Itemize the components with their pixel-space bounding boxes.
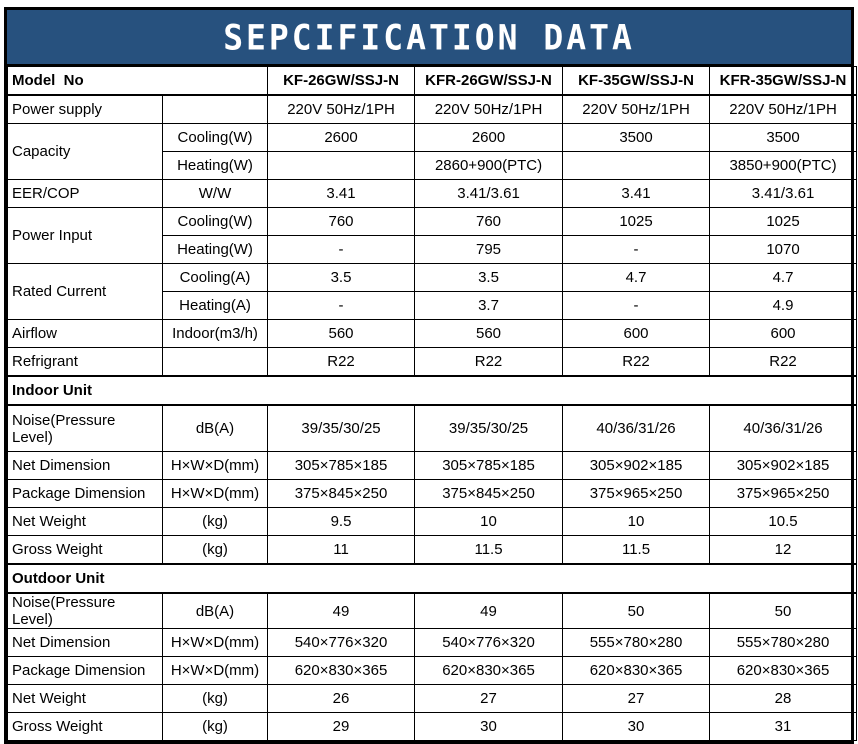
row-unit: (kg): [163, 508, 268, 536]
row-label: Gross Weight: [8, 536, 163, 565]
cell-value: 2600: [268, 124, 415, 152]
eer-cop-row: [8, 180, 857, 208]
row-unit: H×W×D(mm): [163, 657, 268, 685]
rated-current-cooling-row: [8, 264, 857, 292]
cell-value: 27: [415, 685, 563, 713]
cell-value: 50: [563, 593, 710, 629]
row-label: Net Weight: [8, 685, 163, 713]
refrigerant-row: [8, 348, 857, 377]
cell-value: 11.5: [563, 536, 710, 565]
row-label: Power supply: [8, 95, 163, 124]
cell-value: 3.5: [268, 264, 415, 292]
cell-value: 220V 50Hz/1PH: [710, 95, 857, 124]
indoor-net-dimension-row: [8, 452, 857, 480]
cell-value: 220V 50Hz/1PH: [563, 95, 710, 124]
cell-value: 2860+900(PTC): [415, 152, 563, 180]
outdoor-package-dimension-row: [8, 657, 857, 685]
indoor-package-dimension-row: [8, 480, 857, 508]
cell-value: 50: [710, 593, 857, 629]
cell-value: 375×965×250: [710, 480, 857, 508]
row-unit: Heating(W): [163, 236, 268, 264]
cell-value: 12: [710, 536, 857, 565]
model-name-2: KFR-26GW/SSJ-N: [415, 67, 563, 96]
spec-sheet: [4, 7, 854, 744]
cell-value: [268, 152, 415, 180]
row-label: Noise(Pressure Level): [8, 405, 163, 452]
indoor-net-weight-row: [8, 508, 857, 536]
row-label: EER/COP: [8, 180, 163, 208]
cell-value: -: [563, 236, 710, 264]
row-unit: (kg): [163, 713, 268, 741]
row-label: Package Dimension: [8, 480, 163, 508]
page-title: SEPCIFICATION DATA: [223, 16, 635, 58]
cell-value: 555×780×280: [710, 629, 857, 657]
cell-value: 3500: [563, 124, 710, 152]
row-unit: H×W×D(mm): [163, 452, 268, 480]
outdoor-unit-section-row: [8, 564, 857, 593]
cell-value: 4.7: [710, 264, 857, 292]
cell-value: 28: [710, 685, 857, 713]
outdoor-net-weight-row: [8, 685, 857, 713]
cell-value: 3.7: [415, 292, 563, 320]
cell-value: 4.7: [563, 264, 710, 292]
row-unit: (kg): [163, 685, 268, 713]
row-label: Refrigrant: [8, 348, 163, 377]
cell-value: 305×785×185: [415, 452, 563, 480]
row-label: Airflow: [8, 320, 163, 348]
cell-value: 220V 50Hz/1PH: [415, 95, 563, 124]
row-unit: W/W: [163, 180, 268, 208]
cell-value: 10: [415, 508, 563, 536]
cell-value: 1025: [563, 208, 710, 236]
row-unit: Indoor(m3/h): [163, 320, 268, 348]
row-unit: Cooling(W): [163, 208, 268, 236]
cell-value: 49: [268, 593, 415, 629]
cell-value: 3.5: [415, 264, 563, 292]
section-label: Outdoor Unit: [8, 564, 857, 593]
cell-value: 2600: [415, 124, 563, 152]
row-unit: dB(A): [163, 593, 268, 629]
cell-value: 40/36/31/26: [563, 405, 710, 452]
row-label: Net Weight: [8, 508, 163, 536]
cell-value: 620×830×365: [563, 657, 710, 685]
cell-value: 220V 50Hz/1PH: [268, 95, 415, 124]
cell-value: 3850+900(PTC): [710, 152, 857, 180]
model-no-label: Model No: [8, 67, 268, 96]
row-unit: H×W×D(mm): [163, 480, 268, 508]
row-unit: Heating(A): [163, 292, 268, 320]
cell-value: [563, 152, 710, 180]
row-label: Capacity: [8, 124, 163, 180]
cell-value: 10.5: [710, 508, 857, 536]
cell-value: 1025: [710, 208, 857, 236]
cell-value: R22: [415, 348, 563, 377]
cell-value: -: [268, 236, 415, 264]
row-label: Gross Weight: [8, 713, 163, 741]
cell-value: 49: [415, 593, 563, 629]
cell-value: 4.9: [710, 292, 857, 320]
model-name-3: KF-35GW/SSJ-N: [563, 67, 710, 96]
row-label: Power Input: [8, 208, 163, 264]
cell-value: 3500: [710, 124, 857, 152]
cell-value: 560: [415, 320, 563, 348]
cell-value: 540×776×320: [268, 629, 415, 657]
cell-value: 11: [268, 536, 415, 565]
outdoor-noise-row: [8, 593, 857, 629]
row-unit: Cooling(W): [163, 124, 268, 152]
cell-value: 375×965×250: [563, 480, 710, 508]
cell-value: 620×830×365: [415, 657, 563, 685]
cell-value: R22: [268, 348, 415, 377]
cell-value: 600: [710, 320, 857, 348]
row-unit: [163, 348, 268, 377]
cell-value: 29: [268, 713, 415, 741]
model-name-1: KF-26GW/SSJ-N: [268, 67, 415, 96]
capacity-cooling-row: [8, 124, 857, 152]
row-unit: Heating(W): [163, 152, 268, 180]
indoor-gross-weight-row: [8, 536, 857, 565]
row-label: Net Dimension: [8, 452, 163, 480]
cell-value: 10: [563, 508, 710, 536]
row-label: Net Dimension: [8, 629, 163, 657]
outdoor-net-dimension-row: [8, 629, 857, 657]
model-name-4: KFR-35GW/SSJ-N: [710, 67, 857, 96]
cell-value: 26: [268, 685, 415, 713]
cell-value: 27: [563, 685, 710, 713]
indoor-noise-row: [8, 405, 857, 452]
cell-value: 760: [415, 208, 563, 236]
cell-value: -: [268, 292, 415, 320]
cell-value: -: [563, 292, 710, 320]
cell-value: R22: [710, 348, 857, 377]
cell-value: 540×776×320: [415, 629, 563, 657]
cell-value: 9.5: [268, 508, 415, 536]
cell-value: 600: [563, 320, 710, 348]
cell-value: 1070: [710, 236, 857, 264]
row-unit: dB(A): [163, 405, 268, 452]
cell-value: 11.5: [415, 536, 563, 565]
cell-value: 31: [710, 713, 857, 741]
power-supply-row: [8, 95, 857, 124]
cell-value: 3.41/3.61: [710, 180, 857, 208]
cell-value: 375×845×250: [415, 480, 563, 508]
cell-value: R22: [563, 348, 710, 377]
cell-value: 620×830×365: [710, 657, 857, 685]
cell-value: 560: [268, 320, 415, 348]
section-label: Indoor Unit: [8, 376, 857, 405]
cell-value: 39/35/30/25: [268, 405, 415, 452]
cell-value: 305×902×185: [710, 452, 857, 480]
spec-table: [7, 66, 857, 741]
row-label: Package Dimension: [8, 657, 163, 685]
row-unit: (kg): [163, 536, 268, 565]
row-label: Noise(Pressure Level): [8, 593, 163, 629]
title-bar: [7, 10, 851, 66]
indoor-unit-section-row: [8, 376, 857, 405]
cell-value: 305×902×185: [563, 452, 710, 480]
row-label: Rated Current: [8, 264, 163, 320]
cell-value: 40/36/31/26: [710, 405, 857, 452]
cell-value: 30: [415, 713, 563, 741]
row-unit: [163, 95, 268, 124]
cell-value: 375×845×250: [268, 480, 415, 508]
cell-value: 3.41/3.61: [415, 180, 563, 208]
cell-value: 555×780×280: [563, 629, 710, 657]
power-input-cooling-row: [8, 208, 857, 236]
cell-value: 39/35/30/25: [415, 405, 563, 452]
cell-value: 3.41: [268, 180, 415, 208]
cell-value: 760: [268, 208, 415, 236]
row-unit: Cooling(A): [163, 264, 268, 292]
cell-value: 305×785×185: [268, 452, 415, 480]
airflow-row: [8, 320, 857, 348]
cell-value: 3.41: [563, 180, 710, 208]
row-unit: H×W×D(mm): [163, 629, 268, 657]
cell-value: 795: [415, 236, 563, 264]
model-header-row: [8, 67, 857, 96]
cell-value: 30: [563, 713, 710, 741]
cell-value: 620×830×365: [268, 657, 415, 685]
